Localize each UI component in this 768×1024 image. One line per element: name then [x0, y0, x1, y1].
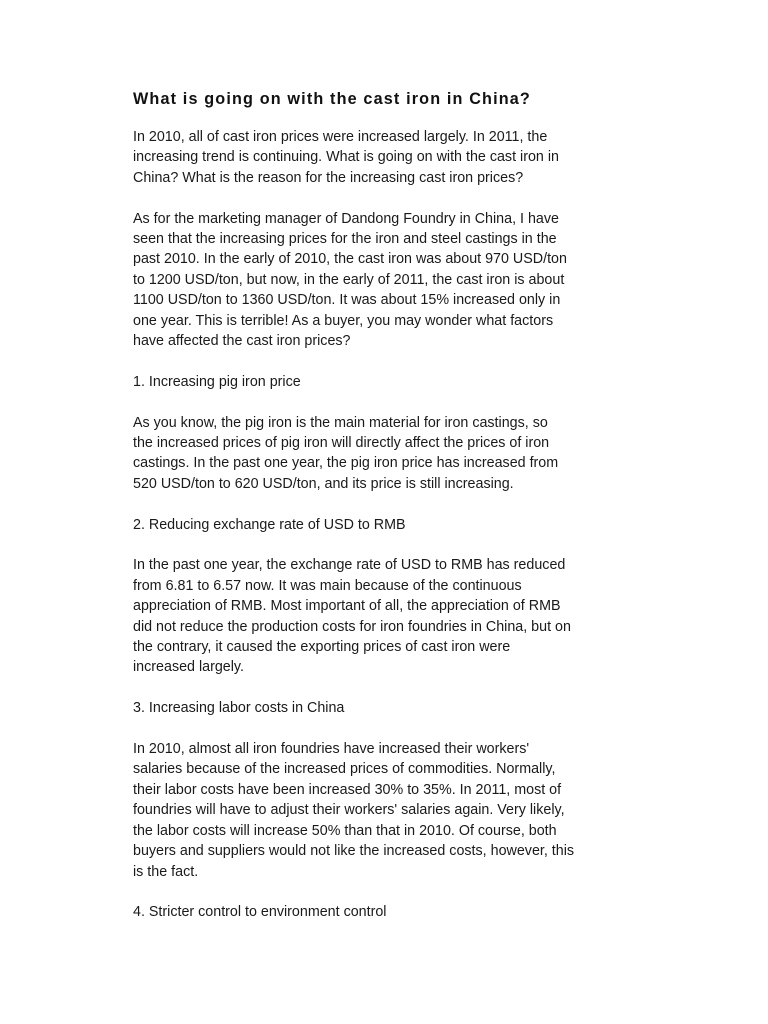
document-body — [133, 88, 653, 943]
section-body-labor-costs: In 2010, almost all iron foundries have increased their workers' salaries because of the increased prices of commodities. Normally, their labor costs have been increased 30% to 35%. In 2011, most of foundries will have to adjust their workers' salaries again. Very likely, the labor costs will increase 50% than that in 2010. Of course, both buyers and suppliers would not like the increased costs, however, this is the fact. — [133, 741, 575, 880]
context-paragraph: As for the marketing manager of Dandong Foundry in China, I have seen that the increasing prices for the iron and steel castings in the past 2010. In the early of 2010, the cast iron was about 970 USD/ton to 1200 USD/ton, but now, in the early of 2011, the cast iron is about 1100 USD/ton to 1360 USD/ton. It was about 15% increased only in one year. This is terrible! As a buyer, you may wonder what factors have affected the cast iron prices? — [133, 210, 567, 350]
section-heading-exchange-rate: 2. Reducing exchange rate of USD to RMB — [133, 516, 406, 533]
intro-paragraph: In 2010, all of cast iron prices were increased largely. In 2011, the increasing trend is continuing. What is going on with the cast iron in China? What is the reason for the increasing cast iron prices? — [133, 129, 559, 186]
section-heading-environment-control: 4. Stricter control to environment control — [133, 904, 387, 921]
section-body-pig-iron: As you know, the pig iron is the main material for iron castings, so the increased prices of pig iron will directly affect the prices of iron castings. In the past one year, the pig iron price has increased from 520 USD/ton to 620 USD/ton, and its price is still increasing. — [133, 414, 559, 492]
section-heading-labor-costs: 3. Increasing labor costs in China — [133, 700, 345, 717]
document-title: What is going on with the cast iron in China? — [133, 90, 531, 108]
section-heading-pig-iron: 1. Increasing pig iron price — [133, 373, 301, 390]
section-body-exchange-rate: In the past one year, the exchange rate of USD to RMB has reduced from 6.81 to 6.57 now. It was main because of the continuous appreciation of RMB. Most important of all, the appreciation of RMB did not reduce the production costs for iron foundries in China, but on the contrary, it caused the exporting prices of cast iron were increased largely. — [133, 557, 571, 676]
